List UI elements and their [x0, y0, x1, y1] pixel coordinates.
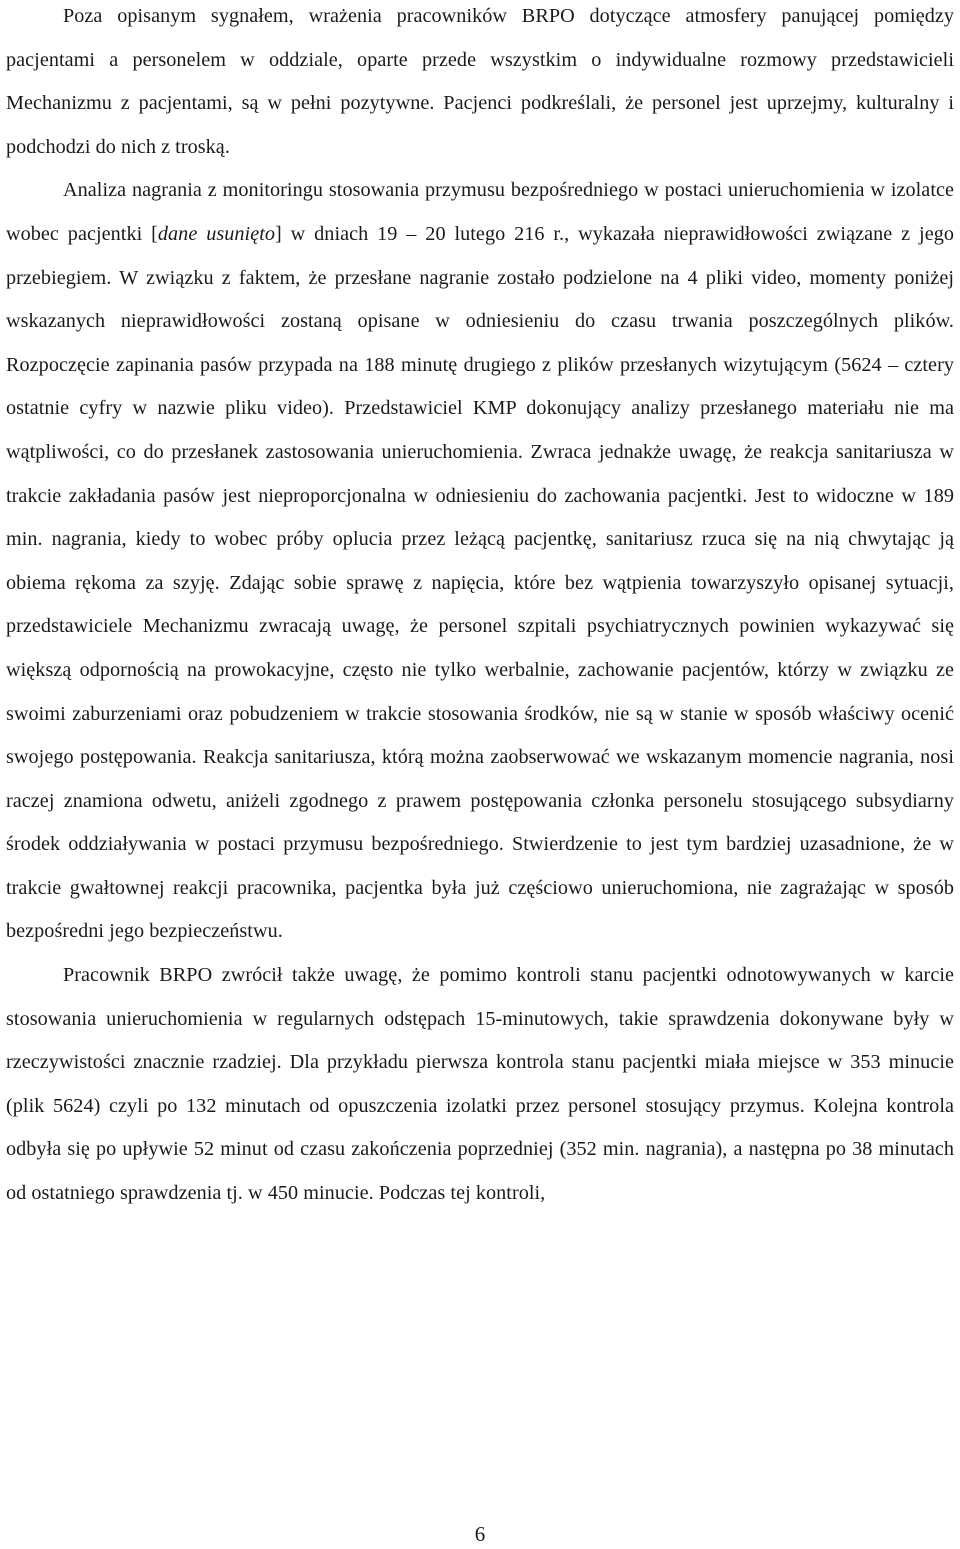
paragraph-2-text-end: ] w dniach 19 – 20 lutego 216 r., wykazała nieprawidłowości związane z jego przebiegiem. W związku z faktem, że przesłane nagranie zostało podzielone na 4 pliki video, momenty poniżej wskazanych nieprawidłowości zostaną opisane w odniesieniu do czasu trwania poszczególnych plików. Rozpoczęcie zapinania pasów przypada na 188 minutę drugiego z plików przesłanych wizytującym (5624 – cztery ostatnie cyfry w nazwie pliku video). Przedstawiciel KMP dokonujący analizy przesłanego materiału nie ma wątpliwości, co do przesłanek zastosowania unieruchomienia. Zwraca jednakże uwagę, że reakcja sanitariusza w trakcie zakładania pasów jest nieproporcjonalna w odniesieniu do zachowania pacjentki. Jest to widoczne w 189 min. nagrania, kiedy to wobec próby oplucia przez leżącą pacjentkę, sanitariusz rzuca się na nią chwytając ją obiema rękoma za szyję. Zdając sobie sprawę z napięcia, które bez wątpienia towarzyszyło opisanej sytuacji, przedstawiciele Mechanizmu zwracają uwagę, że personel szpitali psychiatrycznych powinien wykazywać się większą odpornością na prowokacyjne, często nie tylko werbalnie, zachowanie pacjentów, którzy w związku ze swoimi zaburzeniami oraz pobudzeniem w trakcie stosowania środków, nie są w stanie w sposób właściwy ocenić swojego postępowania. Reakcja sanitariusza, którą można zaobserwować we wskazanym momencie nagrania, nosi raczej znamiona odwetu, aniżeli zgodnego z prawem postępowania członka personelu stosującego subsydiarny środek oddziaływania w postaci przymusu bezpośredniego. Stwierdzenie to jest tym bardziej uzasadnione, że w trakcie gwałtownej reakcji pracownika, pacjentka była już częściowo unieruchomiona, nie zagrażając w sposób bezpośredni jego bezpieczeństwu. — [6, 222, 954, 943]
redacted-data-note: dane usunięto — [157, 222, 276, 245]
paragraph-recording-analysis — [6, 169, 954, 954]
paragraph-controls: Pracownik BRPO zwrócił także uwagę, że pomimo kontroli stanu pacjentki odnotowywanych w karcie stosowania unieruchomienia w regularnych odstępach 15-minutowych, takie sprawdzenia dokonywane były w rzeczywistości znacznie rzadziej. Dla przykładu pierwsza kontrola stanu pacjentki miała miejsce w 353 minucie (plik 5624) czyli po 132 minutach od opuszczenia izolatki przez personel stosujący przymus. Kolejna kontrola odbyła się po upływie 52 minut od czasu zakończenia poprzedniej (352 min. nagrania), a następna po 38 minutach od ostatniego sprawdzenia tj. w 450 minucie. Podczas tej kontroli, — [6, 964, 954, 1205]
paragraph-atmosphere: Poza opisanym sygnałem, wrażenia pracowników BRPO dotyczące atmosfery panującej pomiędzy pacjentami a personelem w oddziale, oparte przede wszystkim o indywidualne rozmowy przedstawicieli Mechanizmu z pacjentami, są w pełni pozytywne. Pacjenci podkreślali, że personel jest uprzejmy, kulturalny i podchodzi do nich z troską. — [6, 5, 954, 158]
paragraph-2-text-start: Analiza nagrania z monitoringu stosowania przymusu bezpośredniego w postaci unieruchomienia w izolatce wobec pacjentki [ — [6, 179, 954, 245]
document-page — [6, 0, 954, 1216]
page-number: 6 — [474, 1522, 486, 1546]
